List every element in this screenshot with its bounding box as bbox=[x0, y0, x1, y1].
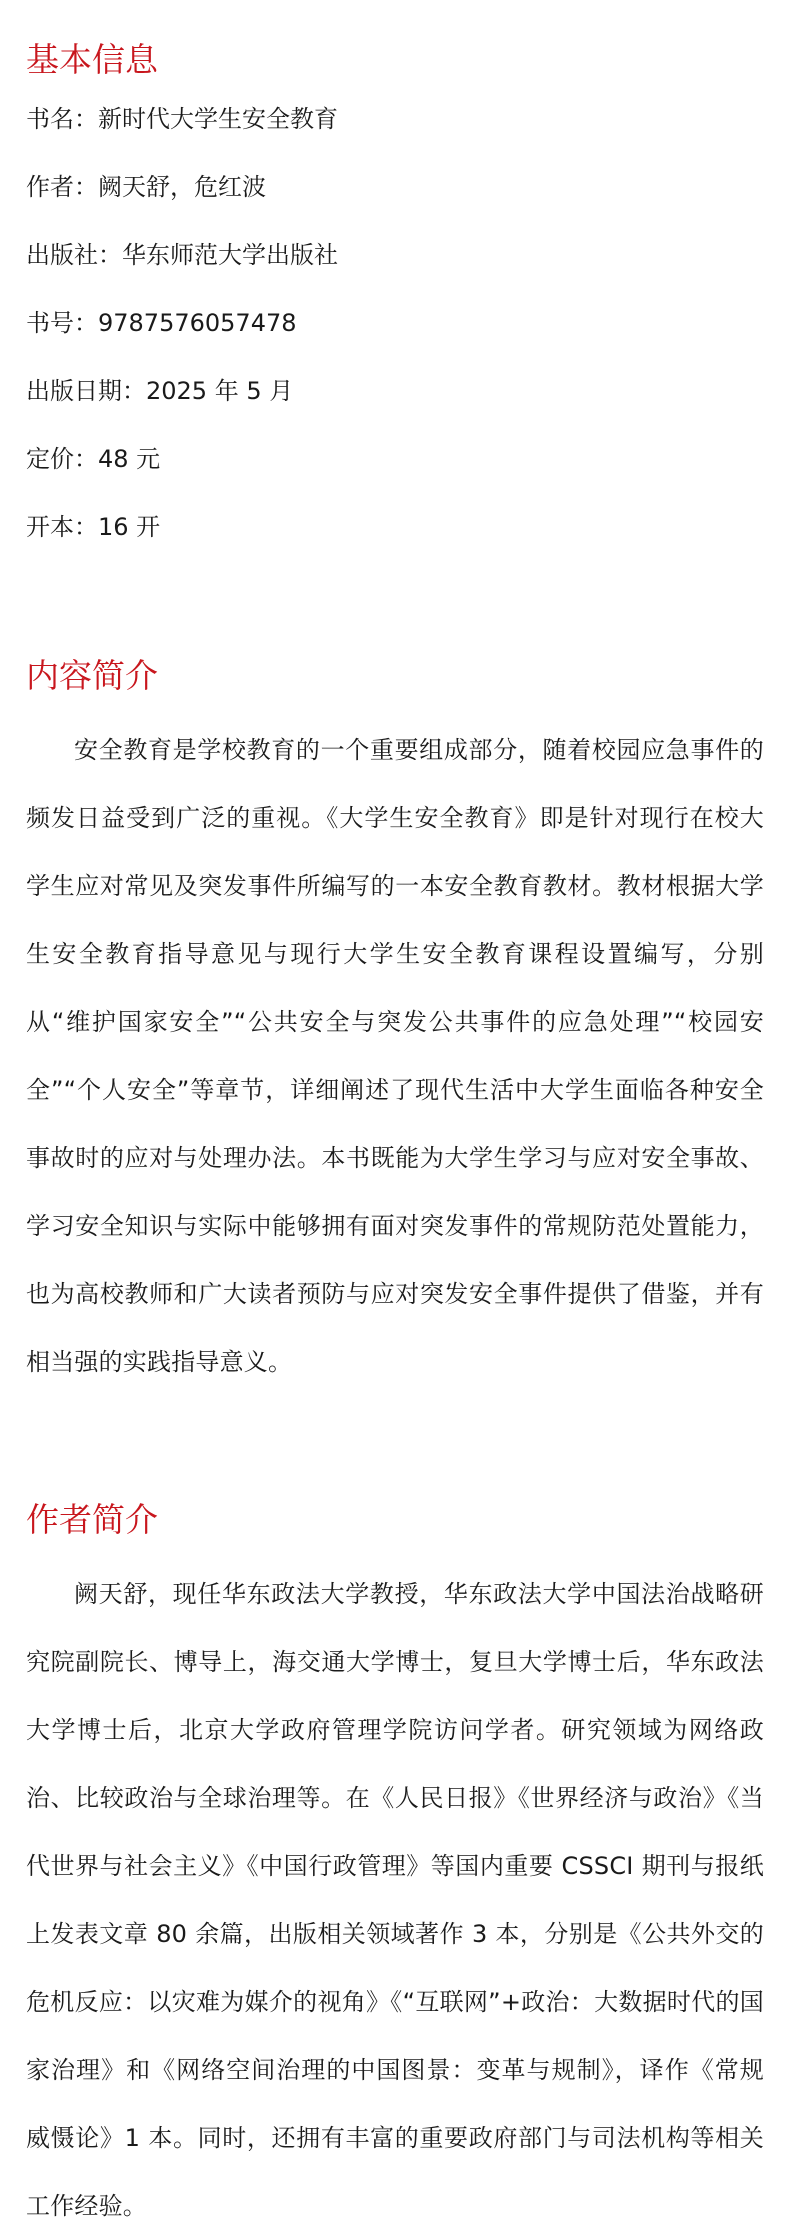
author-bio-text: 阙天舒，现任华东政法大学教授，华东政法大学中国法治战略研究院副院长、博导上，海交通大学博士，复旦大学博士后，华东政法大学博士后，北京大学政府管理学院访问学者。研究领域为网络政治、比较政治与全球治理等。在《人民日报》《世界经济与政治》《当代世界与社会主义》《中国行政管理》等国内重要 CSSCI 期刊与报纸上发表文章 80 余篇，出版相关领域著作 3 本，分别是《公共外交的危机反应：以灾难为媒介的视角》《“互联网”+政治：大数据时代的国家治理》和《网络空间治理的中国图景：变革与规制》，译作《常规威慑论》1 本。同时，还拥有丰富的重要政府部门与司法机构等相关工作经验。 bbox=[26, 1580, 764, 2220]
basic-info-list bbox=[26, 102, 764, 544]
info-authors: 作者：阙天舒，危红波 bbox=[26, 173, 266, 201]
basic-info-section bbox=[26, 36, 764, 544]
summary-heading: 内容简介 bbox=[26, 656, 158, 695]
summary-section bbox=[26, 652, 764, 1396]
info-publisher: 出版社：华东师范大学出版社 bbox=[26, 241, 338, 269]
author-section bbox=[26, 1496, 764, 2240]
info-format: 开本：16 开 bbox=[26, 513, 161, 541]
info-book-title: 书名：新时代大学生安全教育 bbox=[26, 105, 338, 133]
basic-info-heading: 基本信息 bbox=[26, 40, 158, 79]
info-publish-date: 出版日期：2025 年 5 月 bbox=[26, 377, 294, 405]
author-heading: 作者简介 bbox=[26, 1500, 158, 1539]
summary-text: 安全教育是学校教育的一个重要组成部分，随着校园应急事件的频发日益受到广泛的重视。《大学生安全教育》即是针对现行在校大学生应对常见及突发事件所编写的一本安全教育教材。教材根据大学生安全教育指导意见与现行大学生安全教育课程设置编写，分别从“维护国家安全”“公共安全与突发公共事件的应急处理”“校园安全”“个人安全”等章节，详细阐述了现代生活中大学生面临各种安全事故时的应对与处理办法。本书既能为大学生学习与应对安全事故、学习安全知识与实际中能够拥有面对突发事件的常规防范处置能力，也为高校教师和广大读者预防与应对突发安全事件提供了借鉴，并有相当强的实践指导意义。 bbox=[26, 736, 764, 1376]
info-isbn: 书号：9787576057478 bbox=[26, 309, 297, 337]
info-price: 定价：48 元 bbox=[26, 445, 161, 473]
